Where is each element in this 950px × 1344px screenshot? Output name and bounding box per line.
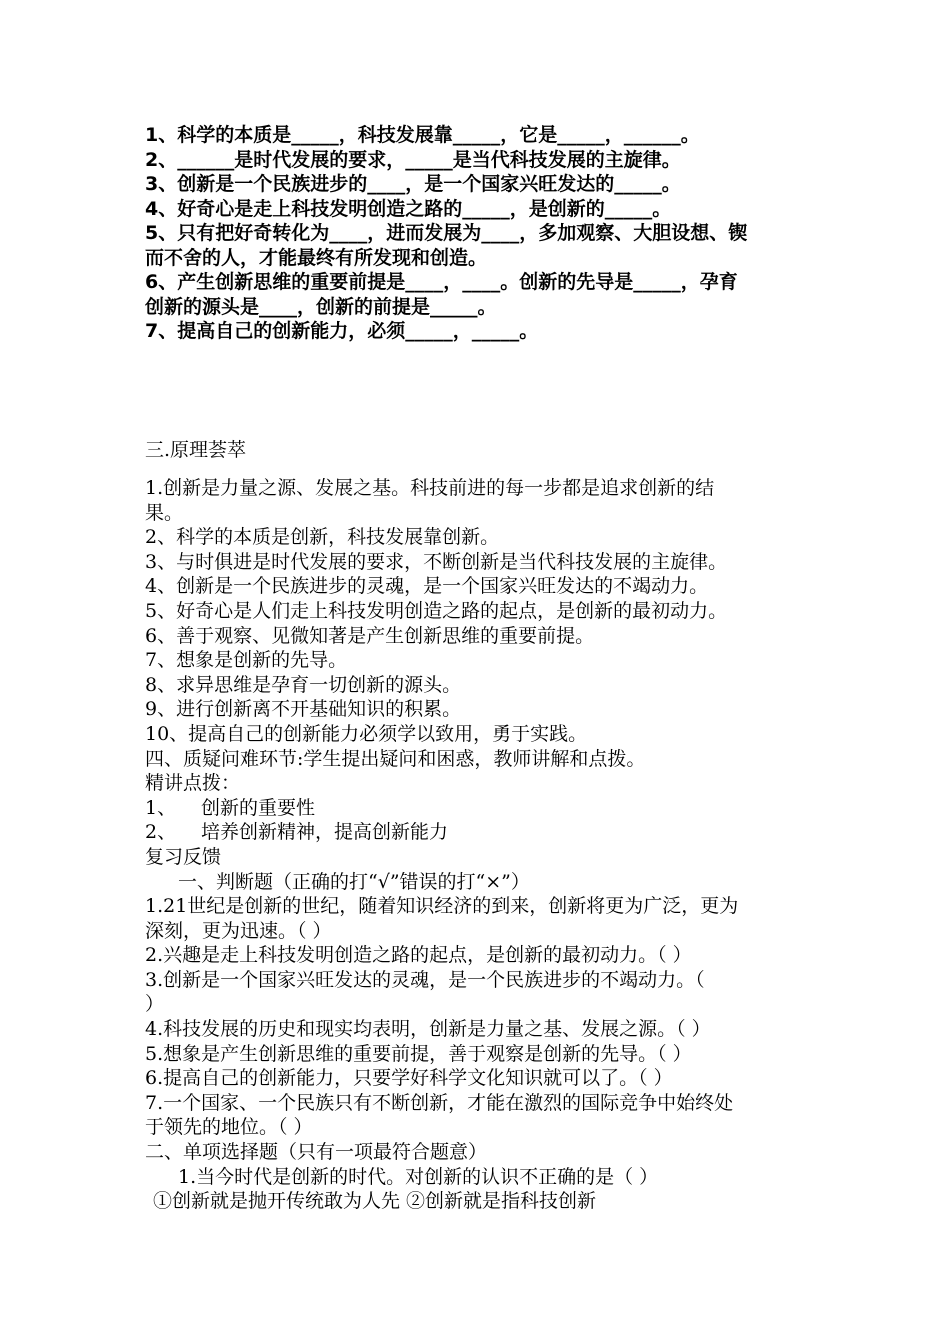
principle-line: 四、质疑问难环节:学生提出疑问和困惑，教师讲解和点拨。 (145, 747, 646, 770)
judge-line: ） (145, 993, 165, 1016)
principles-heading (145, 438, 815, 463)
choice-heading: 二、单项选择题（只有一项最符合题意） (145, 1141, 488, 1164)
choice-options: ①创新就是抛开传统敢为人先 ②创新就是指科技创新 (153, 1190, 597, 1213)
fill-in-section (145, 123, 815, 344)
fill-in-line: 3、创新是一个民族进步的____，是一个国家兴旺发达的_____。 (145, 173, 681, 195)
principles-section (145, 476, 815, 1214)
judge-line: 7.一个国家、一个民族只有不断创新，才能在激烈的国际竞争中始终处 (145, 1091, 734, 1114)
judge-line: 于领先的地位。（ ） (145, 1116, 313, 1139)
judge-line: 深刻，更为迅速。（ ） (145, 919, 332, 942)
principle-line: 4、创新是一个民族进步的灵魂，是一个国家兴旺发达的不竭动力。 (145, 575, 709, 598)
principle-line: 7、想象是创新的先导。 (145, 649, 348, 672)
key-point-number: 1、 (145, 796, 177, 819)
judge-line: 2.兴趣是走上科技发明创造之路的起点，是创新的最初动力。（ ） (145, 944, 692, 967)
principle-line: 5、好奇心是人们走上科技发明创造之路的起点，是创新的最初动力。 (145, 599, 728, 622)
principle-line: 精讲点拨： (145, 772, 241, 795)
judge-line: 5.想象是产生创新思维的重要前提，善于观察是创新的先导。（ ） (145, 1042, 692, 1065)
principle-line: 2、科学的本质是创新，科技发展靠创新。 (145, 526, 500, 549)
review-heading: 复习反馈 (145, 845, 222, 868)
fill-in-line: 4、好奇心是走上科技发明创造之路的_____，是创新的_____。 (145, 197, 672, 220)
key-point-item (145, 796, 815, 821)
judge-line: 1.21世纪是创新的世纪，随着知识经济的到来，创新将更为广泛，更为 (145, 895, 739, 918)
principle-line: 8、求异思维是孕育一切创新的源头。 (145, 673, 462, 696)
principle-line: 1.创新是力量之源、发展之基。科技前进的每一步都是追求创新的结 (145, 477, 715, 499)
fill-in-line: 1、科学的本质是_____，科技发展靠_____，它是_____，______。 (145, 124, 700, 146)
principle-line: 6、善于观察、见微知著是产生创新思维的重要前提。 (145, 624, 595, 647)
judge-line: 3.创新是一个国家兴旺发达的灵魂，是一个民族进步的不竭动力。（ (145, 968, 705, 991)
key-point-text: 培养创新精神，提高创新能力 (201, 821, 449, 844)
key-point-item (145, 820, 815, 845)
fill-in-line: 2、______是时代发展的要求，_____是当代科技发展的主旋律。 (145, 148, 681, 171)
fill-in-line: 而不舍的人，才能最终有所发现和创造。 (145, 246, 488, 269)
fill-in-line: 创新的源头是____，创新的前提是_____。 (145, 295, 497, 318)
judge-line: 4.科技发展的历史和现实均表明，创新是力量之基、发展之源。（ ） (145, 1018, 711, 1041)
principle-line: 3、与时俱进是时代发展的要求，不断创新是当代科技发展的主旋律。 (145, 550, 728, 573)
principle-line: 9、进行创新离不开基础知识的积累。 (145, 698, 462, 721)
fill-in-line: 5、只有把好奇转化为____，进而发展为____，多加观察、大胆设想、锲 (145, 222, 748, 244)
section-heading: 三.原理荟萃 (145, 439, 247, 461)
principle-line: 10、提高自己的创新能力必须学以致用，勇于实践。 (145, 722, 588, 745)
judge-heading: 一、判断题（正确的打“√”错误的打“×”） (178, 870, 530, 893)
fill-in-line: 6、产生创新思维的重要前提是____，____。创新的先导是_____，孕育 (145, 271, 738, 293)
key-point-text: 创新的重要性 (201, 796, 316, 819)
principle-line: 果。 (145, 501, 184, 524)
fill-in-line: 7、提高自己的创新能力，必须_____，_____。 (145, 320, 539, 342)
choice-question: 1.当今时代是创新的时代。对创新的认识不正确的是（ ） (178, 1165, 659, 1188)
key-point-number: 2、 (145, 821, 177, 844)
judge-line: 6.提高自己的创新能力，只要学好科学文化知识就可以了。（ ） (145, 1067, 673, 1090)
